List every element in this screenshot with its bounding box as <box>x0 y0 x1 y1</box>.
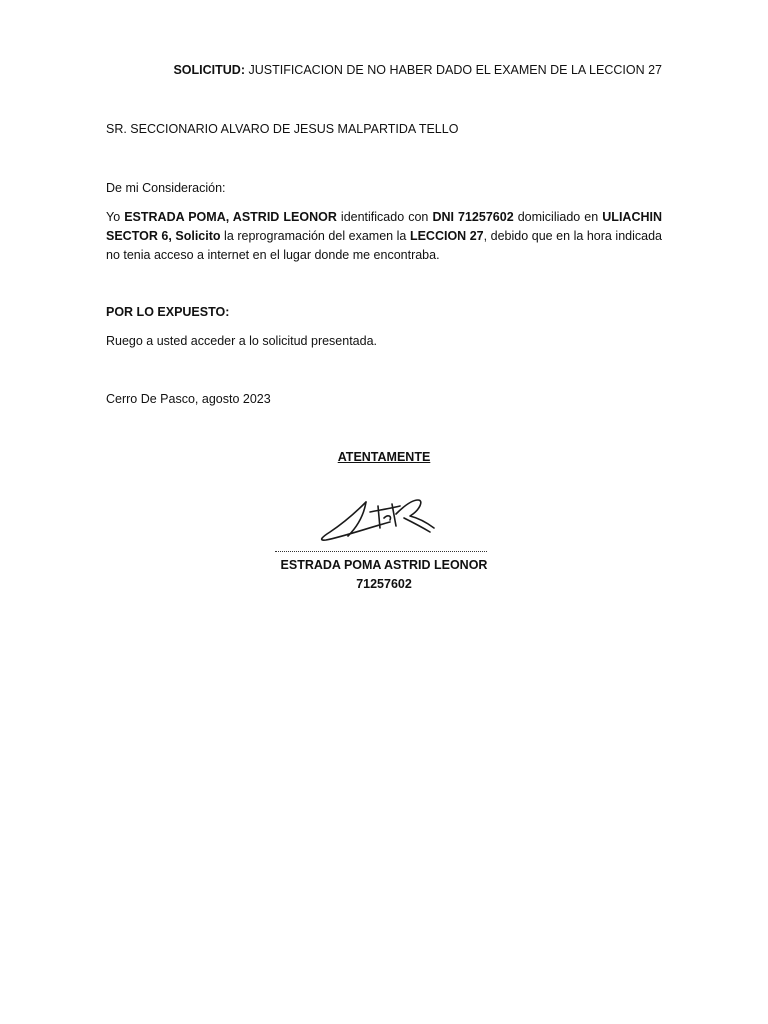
signer-dni: 71257602 <box>356 577 412 591</box>
signer-name: ESTRADA POMA ASTRID LEONOR <box>280 558 488 572</box>
subject-line <box>173 61 662 80</box>
request-text: Ruego a usted acceder a lo solicitud presentada. <box>106 334 378 348</box>
closing-text: ATENTAMENTE <box>337 450 431 464</box>
body-lesson: LECCION 27 <box>409 229 484 243</box>
body-text-4: la reprogramación del examen la <box>220 229 410 243</box>
subject-label: SOLICITUD: <box>173 63 245 77</box>
body-applicant-name: ESTRADA POMA, ASTRID LEONOR <box>124 210 337 224</box>
signature-line <box>275 551 487 552</box>
place-date: Cerro De Pasco, agosto 2023 <box>106 392 271 406</box>
body-dni: DNI 71257602 <box>432 210 514 224</box>
greeting: De mi Consideración: <box>106 181 226 195</box>
body-text-2: identificado con <box>336 210 433 224</box>
addressee: SR. SECCIONARIO ALVARO DE JESUS MALPARTIDA TELLO <box>106 122 459 136</box>
body-paragraph <box>106 208 662 265</box>
body-text-1: Yo <box>106 210 125 224</box>
signature-icon <box>308 488 458 550</box>
body-text-5: , debido que en la hora indicada no tenia acceso a internet en el lugar donde me encontraba. <box>106 229 662 262</box>
subject-text: JUSTIFICACION DE NO HABER DADO EL EXAMEN DE LA LECCION 27 <box>245 63 662 77</box>
body-text-3: domiciliado en <box>513 210 603 224</box>
body-address: ULIACHIN SECTOR 6, Solicito <box>106 210 662 243</box>
section-title: POR LO EXPUESTO: <box>106 305 230 319</box>
